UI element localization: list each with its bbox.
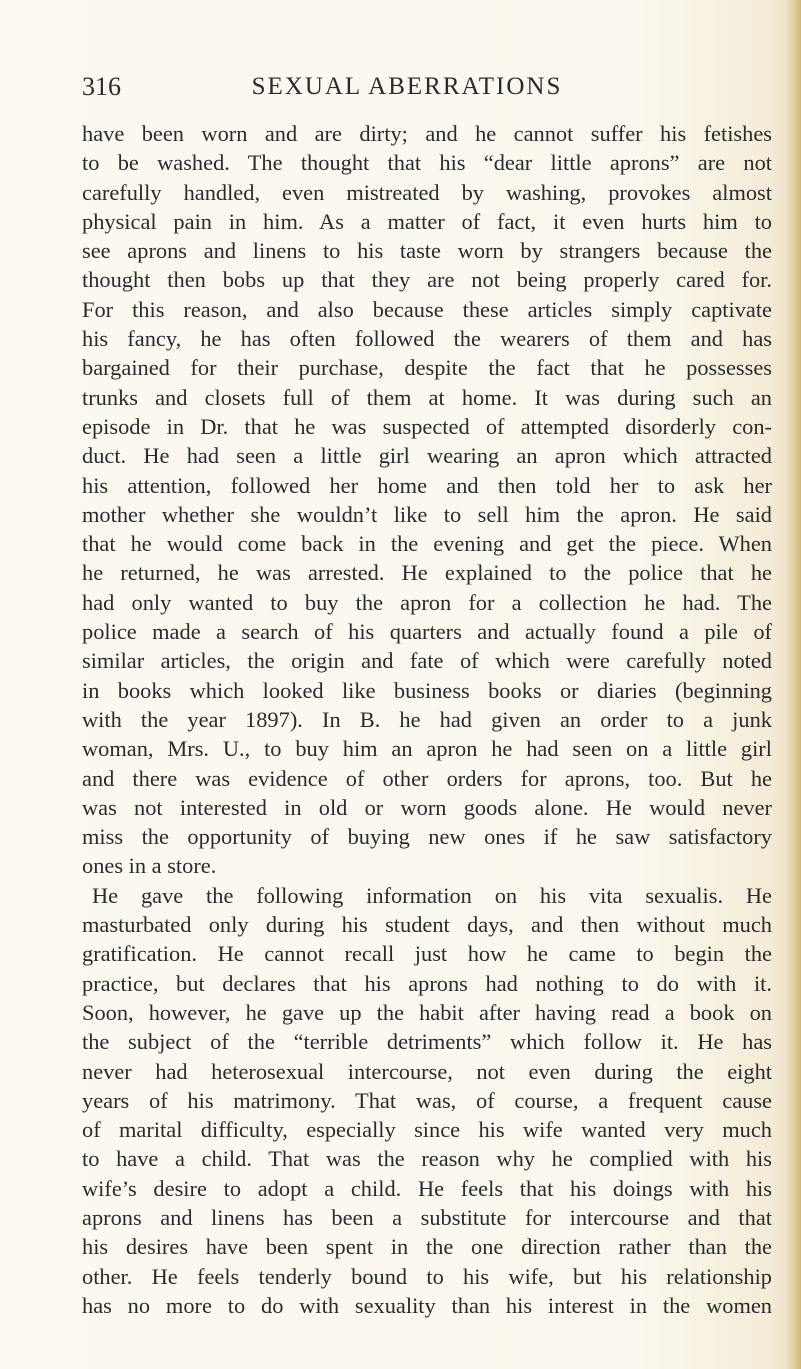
running-head: SEXUAL ABERRATIONS [251, 73, 563, 100]
page-header [82, 72, 732, 112]
text-line: physical pain in him. As a matter of fact, it even hurts him to [82, 208, 772, 234]
text-line: other. He feels tenderly bound to his wife, but his relationship [82, 1263, 772, 1289]
text-line: the subject of the “terrible detriments” which follow it. He has [82, 1029, 772, 1055]
page-number: 316 [82, 72, 121, 101]
text-line: miss the opportunity of buying new ones if he saw satisfactory [82, 824, 772, 850]
paragraph-start-line: He gave the following information on his vita sexualis. He [92, 882, 772, 908]
text-line: For this reason, and also because these articles simply captivate [82, 296, 772, 322]
body-text [82, 119, 772, 1320]
text-line: in books which looked like business books or diaries (beginning [82, 677, 772, 703]
text-line: to have a child. That was the reason why he complied with his [82, 1146, 772, 1172]
text-line: had only wanted to buy the apron for a collection he had. The [82, 589, 772, 615]
text-line: and there was evidence of other orders for aprons, too. But he [82, 765, 772, 791]
text-line: woman, Mrs. U., to buy him an apron he had seen on a little girl [82, 736, 772, 762]
text-line: see aprons and linens to his taste worn by strangers because the [82, 238, 772, 264]
text-line: have been worn and are dirty; and he cannot suffer his fetishes [82, 121, 772, 146]
paragraph-end-line: ones in a store. [82, 853, 217, 879]
text-line: his desires have been spent in the one direction rather than the [82, 1234, 772, 1260]
text-line: episode in Dr. that he was suspected of attempted disorderly con- [82, 413, 772, 439]
text-line: Soon, however, he gave up the habit after having read a book on [82, 999, 772, 1025]
text-line: with the year 1897). In B. he had given an order to a junk [82, 706, 772, 732]
page-edge-shadow [785, 0, 801, 1369]
text-line: his fancy, he has often followed the wearers of them and has [82, 326, 772, 352]
text-line: to be washed. The thought that his “dear little aprons” are not [82, 150, 772, 176]
text-line: aprons and linens has been a substitute for intercourse and that [82, 1204, 772, 1230]
text-line: mother whether she wouldn’t like to sell him the apron. He said [82, 501, 772, 527]
text-line: trunks and closets full of them at home. It was during such an [82, 384, 772, 410]
text-line: was not interested in old or worn goods alone. He would never [82, 794, 772, 820]
text-line: similar articles, the origin and fate of which were carefully noted [82, 648, 772, 674]
text-line: police made a search of his quarters and actually found a pile of [82, 619, 772, 645]
text-line: of marital difficulty, especially since his wife wanted very much [82, 1117, 772, 1143]
text-line: he returned, he was arrested. He explained to the police that he [82, 560, 772, 586]
text-line: thought then bobs up that they are not being properly cared for. [82, 267, 772, 293]
text-line: that he would come back in the evening and get the piece. When [82, 531, 772, 557]
text-line: his attention, followed her home and then told her to ask her [82, 472, 772, 498]
text-line: wife’s desire to adopt a child. He feels that his doings with his [82, 1175, 772, 1201]
text-line: practice, but declares that his aprons had nothing to do with it. [82, 970, 772, 996]
text-line: bargained for their purchase, despite the fact that he possesses [82, 355, 772, 381]
text-line: gratification. He cannot recall just how he came to begin the [82, 941, 772, 967]
text-line: duct. He had seen a little girl wearing an apron which attracted [82, 443, 772, 469]
text-line: has no more to do with sexuality than his interest in the women [82, 1292, 772, 1318]
text-line: years of his matrimony. That was, of course, a frequent cause [82, 1087, 772, 1113]
text-line: masturbated only during his student days, and then without much [82, 912, 772, 938]
text-line: never had heterosexual intercourse, not even during the eight [82, 1058, 772, 1084]
text-line: carefully handled, even mistreated by washing, provokes almost [82, 179, 772, 205]
